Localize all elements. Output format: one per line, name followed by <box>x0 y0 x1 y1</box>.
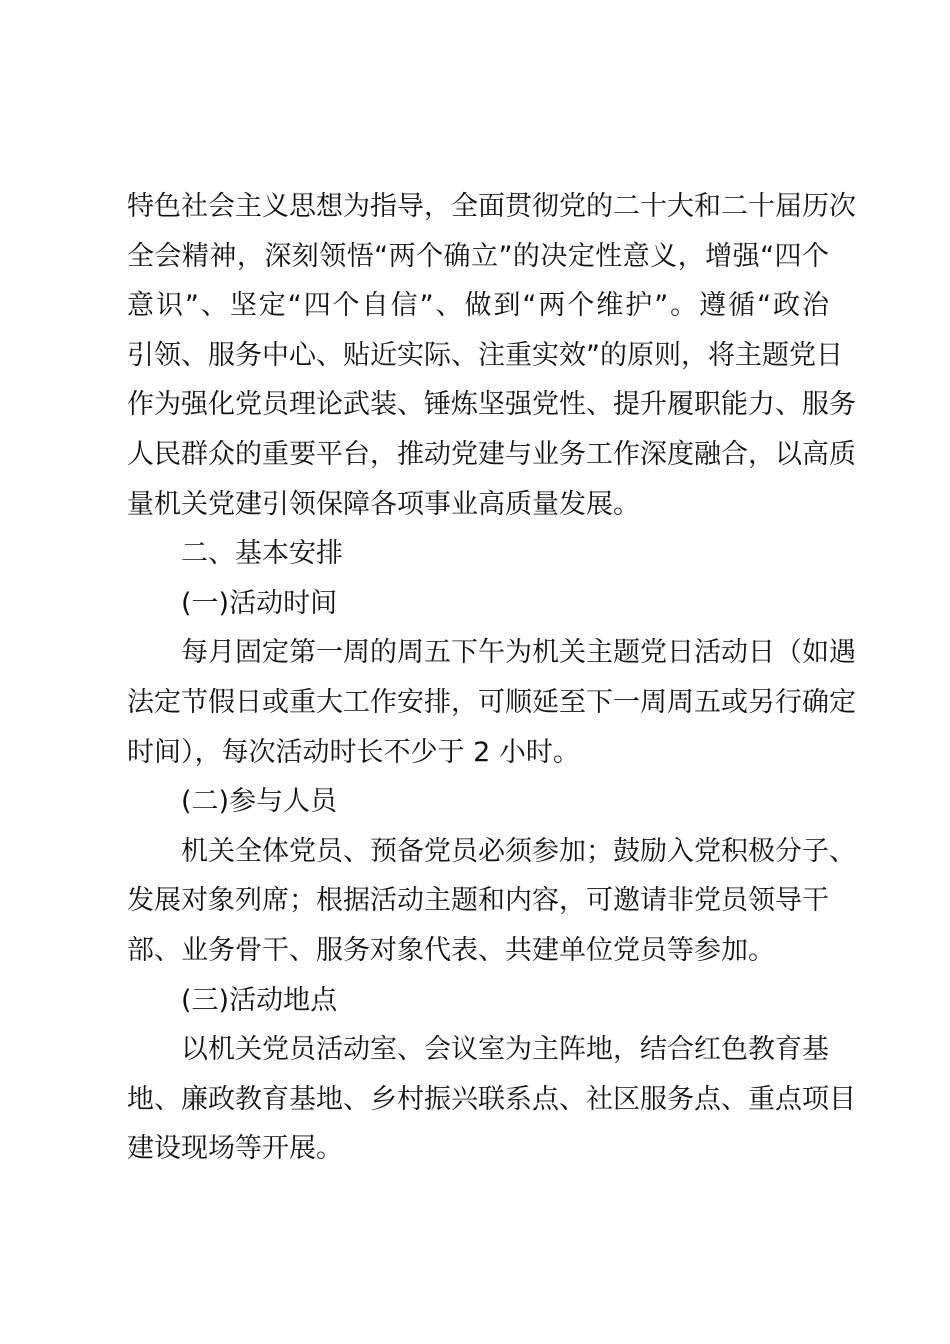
document-page <box>127 182 856 1174</box>
text-line: 特色社会主义思想为指导，全面贯彻党的二十大和二十届历次 <box>127 191 856 222</box>
section-heading-basic-arrangements <box>127 529 829 579</box>
text-line: 量机关党建引领保障各项事业高质量发展。 <box>127 488 640 520</box>
paragraph-activity-location <box>127 1025 856 1174</box>
text-line: 全会精神，深刻领悟“两个确立”的决定性意义，增强“四个 <box>127 240 829 272</box>
text-line: 意识”、坚定“四个自信”、做到“两个维护”。遵循“政治 <box>127 290 829 322</box>
subheading-activity-location <box>127 976 829 1026</box>
text-line: 部、业务骨干、服务对象代表、共建单位党员等参加。 <box>127 934 775 966</box>
subheading-text: (二)参与人员 <box>181 786 338 818</box>
text-line: 引领、服务中心、贴近实际、注重实效”的原则，将主题党日 <box>127 339 843 371</box>
text-line: 法定节假日或重大工作安排，可顺延至下一周周五或另行确定 <box>127 686 856 718</box>
subheading-text: (一)活动时间 <box>181 587 338 619</box>
paragraph-guiding-ideology <box>127 182 856 529</box>
text-line: 人民群众的重要平台，推动党建与业务工作深度融合，以高质 <box>127 438 856 470</box>
subheading-participants <box>127 777 829 827</box>
subheading-activity-time <box>127 579 829 629</box>
text-line: 发展对象列席；根据活动主题和内容，可邀请非党员领导干 <box>127 885 829 917</box>
text-line: 作为强化党员理论武装、锤炼坚强党性、提升履职能力、服务 <box>127 389 856 421</box>
heading-text: 二、基本安排 <box>181 538 343 570</box>
paragraph-participants <box>127 827 856 976</box>
text-line: 建设现场等开展。 <box>127 1133 343 1165</box>
text-line: 机关全体党员、预备党员必须参加；鼓励入党积极分子、 <box>181 835 856 867</box>
text-line: 每月固定第一周的周五下午为机关主题党日活动日（如遇 <box>181 637 856 669</box>
text-line: 时间），每次活动时长不少于 2 小时。 <box>127 736 580 768</box>
subheading-text: (三)活动地点 <box>181 984 338 1016</box>
text-line: 以机关党员活动室、会议室为主阵地，结合红色教育基 <box>181 1034 829 1066</box>
text-line: 地、廉政教育基地、乡村振兴联系点、社区服务点、重点项目 <box>127 1083 856 1115</box>
paragraph-activity-time <box>127 628 856 777</box>
